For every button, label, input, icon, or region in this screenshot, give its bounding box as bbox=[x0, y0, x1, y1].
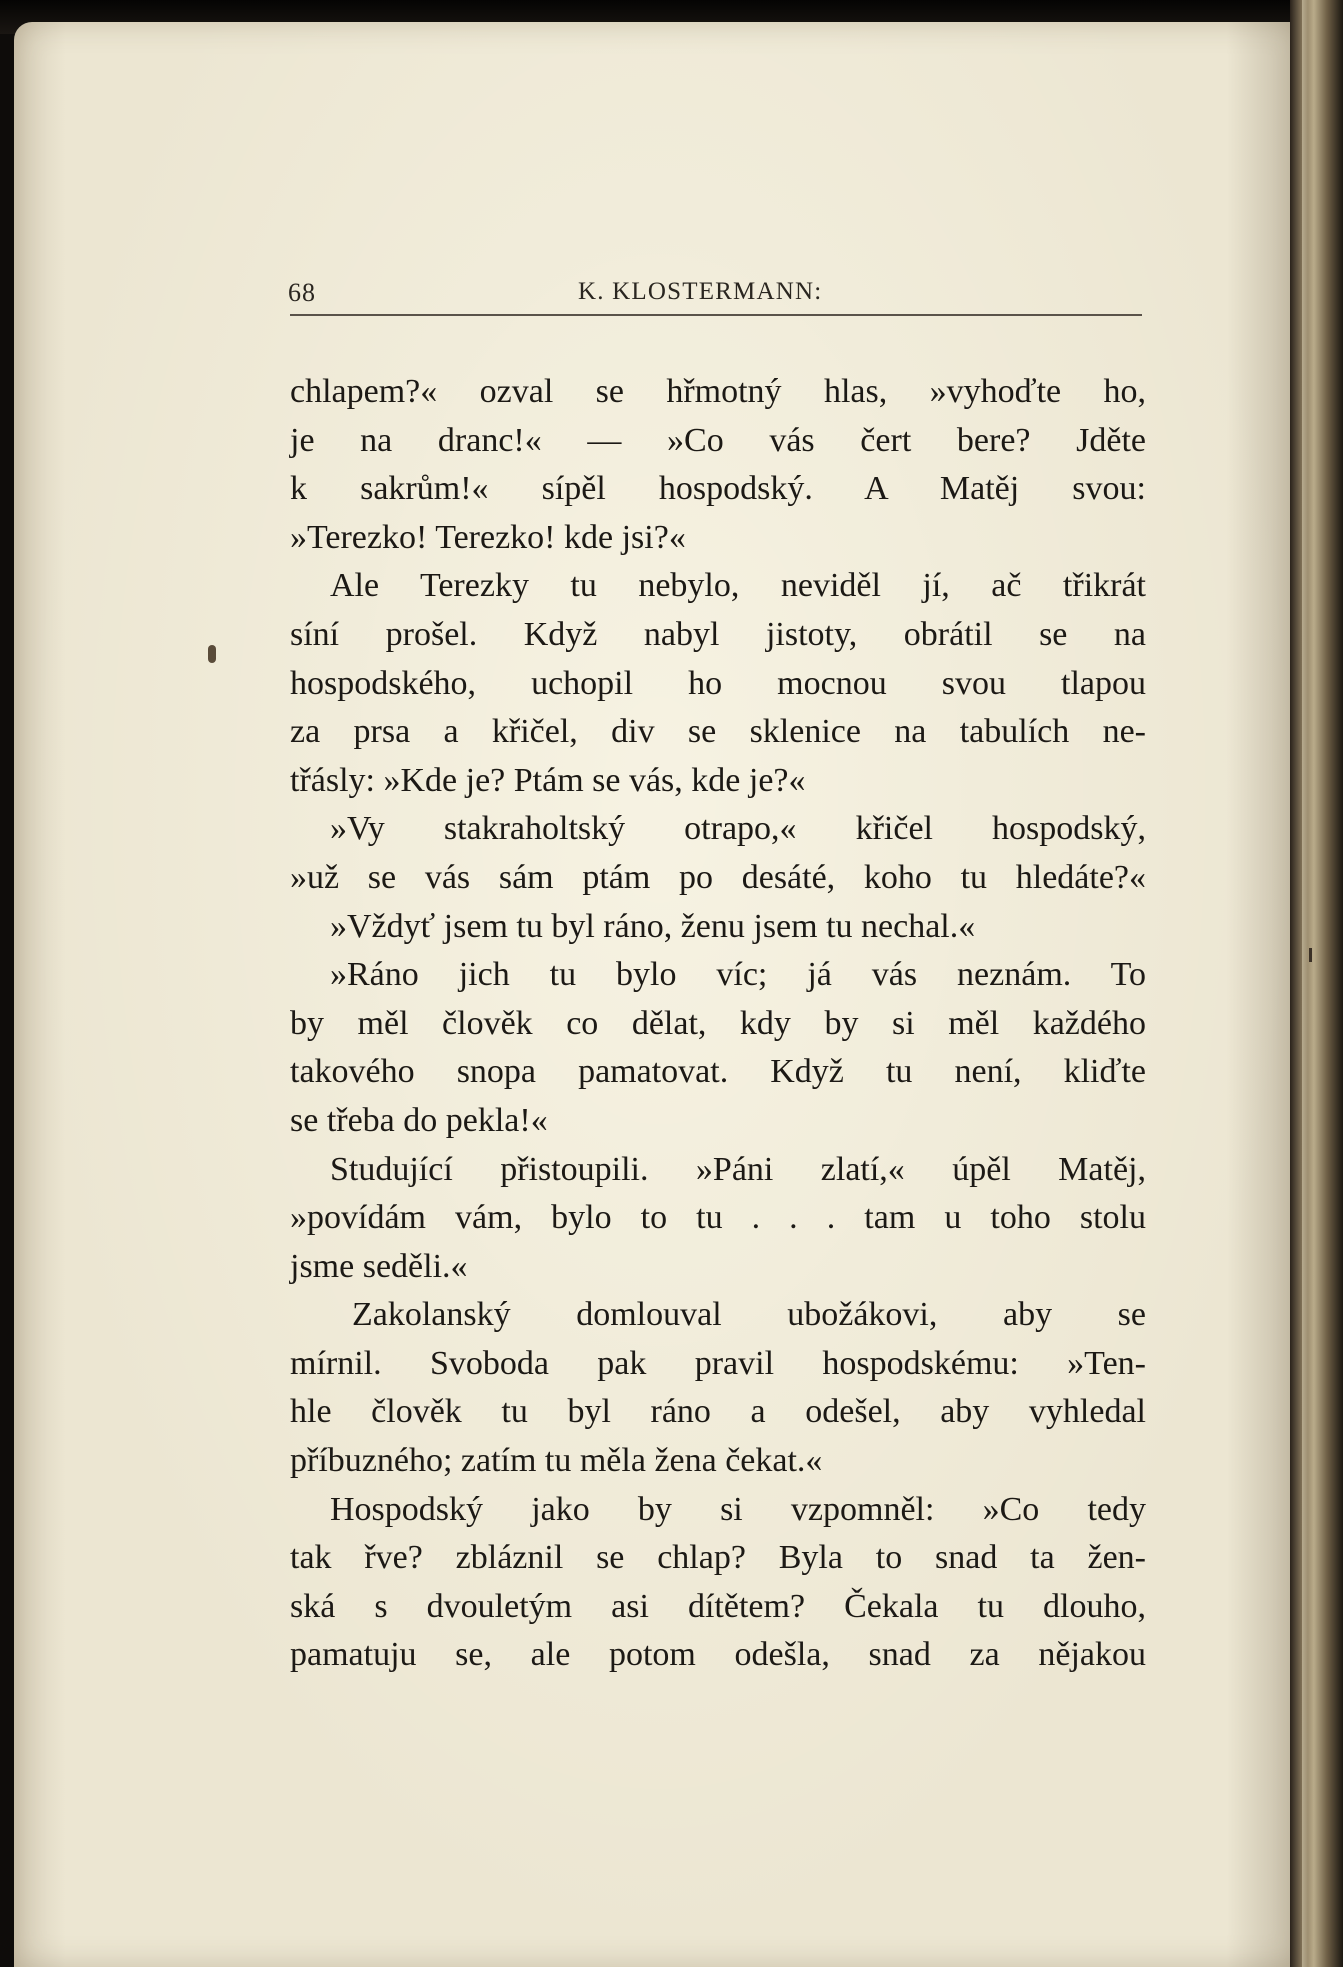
text-line: mírnil. Svoboda pak pravil hospodskému: »Ten- bbox=[290, 1344, 1146, 1382]
text-line: síní prošel. Když nabyl jistoty, obrátil se na bbox=[290, 615, 1146, 653]
ink-speck bbox=[1309, 948, 1312, 962]
text-line: tak řve? zbláznil se chlap? Byla to snad ta žen- bbox=[290, 1539, 1146, 1577]
text-line: je na dranc!« — »Co vás čert bere? Jděte bbox=[290, 421, 1146, 459]
ink-speck bbox=[208, 645, 216, 663]
text-line: »Vždyť jsem tu byl ráno, ženu jsem tu nechal.« bbox=[330, 907, 976, 945]
text-line: k sakrům!« sípěl hospodský. A Matěj svou: bbox=[290, 470, 1146, 508]
text-line: »Terezko! Terezko! kde jsi?« bbox=[290, 518, 686, 556]
text-line: za prsa a křičel, div se sklenice na tabulích ne- bbox=[290, 713, 1146, 751]
text-line: Zakolanský domlouval ubožákovi, aby se bbox=[352, 1296, 1146, 1334]
text-line: by měl člověk co dělat, kdy by si měl každého bbox=[290, 1004, 1146, 1042]
body-text bbox=[290, 368, 1146, 1680]
text-line: ská s dvouletým asi dítětem? Čekala tu dlouho, bbox=[290, 1587, 1146, 1625]
text-line: jsme seděli.« bbox=[290, 1247, 468, 1285]
page-edge bbox=[1302, 0, 1308, 1967]
text-line: takového snopa pamatovat. Když tu není, kliďte bbox=[290, 1053, 1146, 1091]
text-line: hospodského, uchopil ho mocnou svou tlapou bbox=[290, 664, 1146, 702]
text-line: »Ráno jich tu bylo víc; já vás neznám. To bbox=[330, 956, 1146, 994]
text-line: se třeba do pekla!« bbox=[290, 1101, 548, 1139]
text-line: pamatuju se, ale potom odešla, snad za nějakou bbox=[290, 1636, 1146, 1674]
text-line: třásly: »Kde je? Ptám se vás, kde je?« bbox=[290, 761, 806, 799]
text-line: Hospodský jako by si vzpomněl: »Co tedy bbox=[330, 1490, 1146, 1528]
text-line: »povídám vám, bylo to tu . . . tam u toho stolu bbox=[290, 1199, 1146, 1237]
text-line: chlapem?« ozval se hřmotný hlas, »vyhoďte ho, bbox=[290, 373, 1146, 410]
header-rule bbox=[290, 314, 1142, 316]
text-line: »Vy stakraholtský otrapo,« křičel hospodský, bbox=[330, 810, 1146, 848]
text-line: hle člověk tu byl ráno a odešel, aby vyhledal bbox=[290, 1393, 1146, 1431]
text-line: Ale Terezky tu nebylo, neviděl jí, ač třikrát bbox=[330, 567, 1146, 605]
page-header bbox=[288, 270, 1144, 320]
text-line: Studující přistoupili. »Páni zlatí,« úpěl Matěj, bbox=[330, 1150, 1146, 1188]
book-binding bbox=[1290, 0, 1343, 1967]
running-head: K. KLOSTERMANN: bbox=[578, 278, 823, 305]
text-line: »už se vás sám ptám po desáté, koho tu hledáte?« bbox=[290, 858, 1146, 896]
page-number: 68 bbox=[288, 278, 316, 307]
text-line: příbuzného; zatím tu měla žena čekat.« bbox=[290, 1442, 823, 1480]
